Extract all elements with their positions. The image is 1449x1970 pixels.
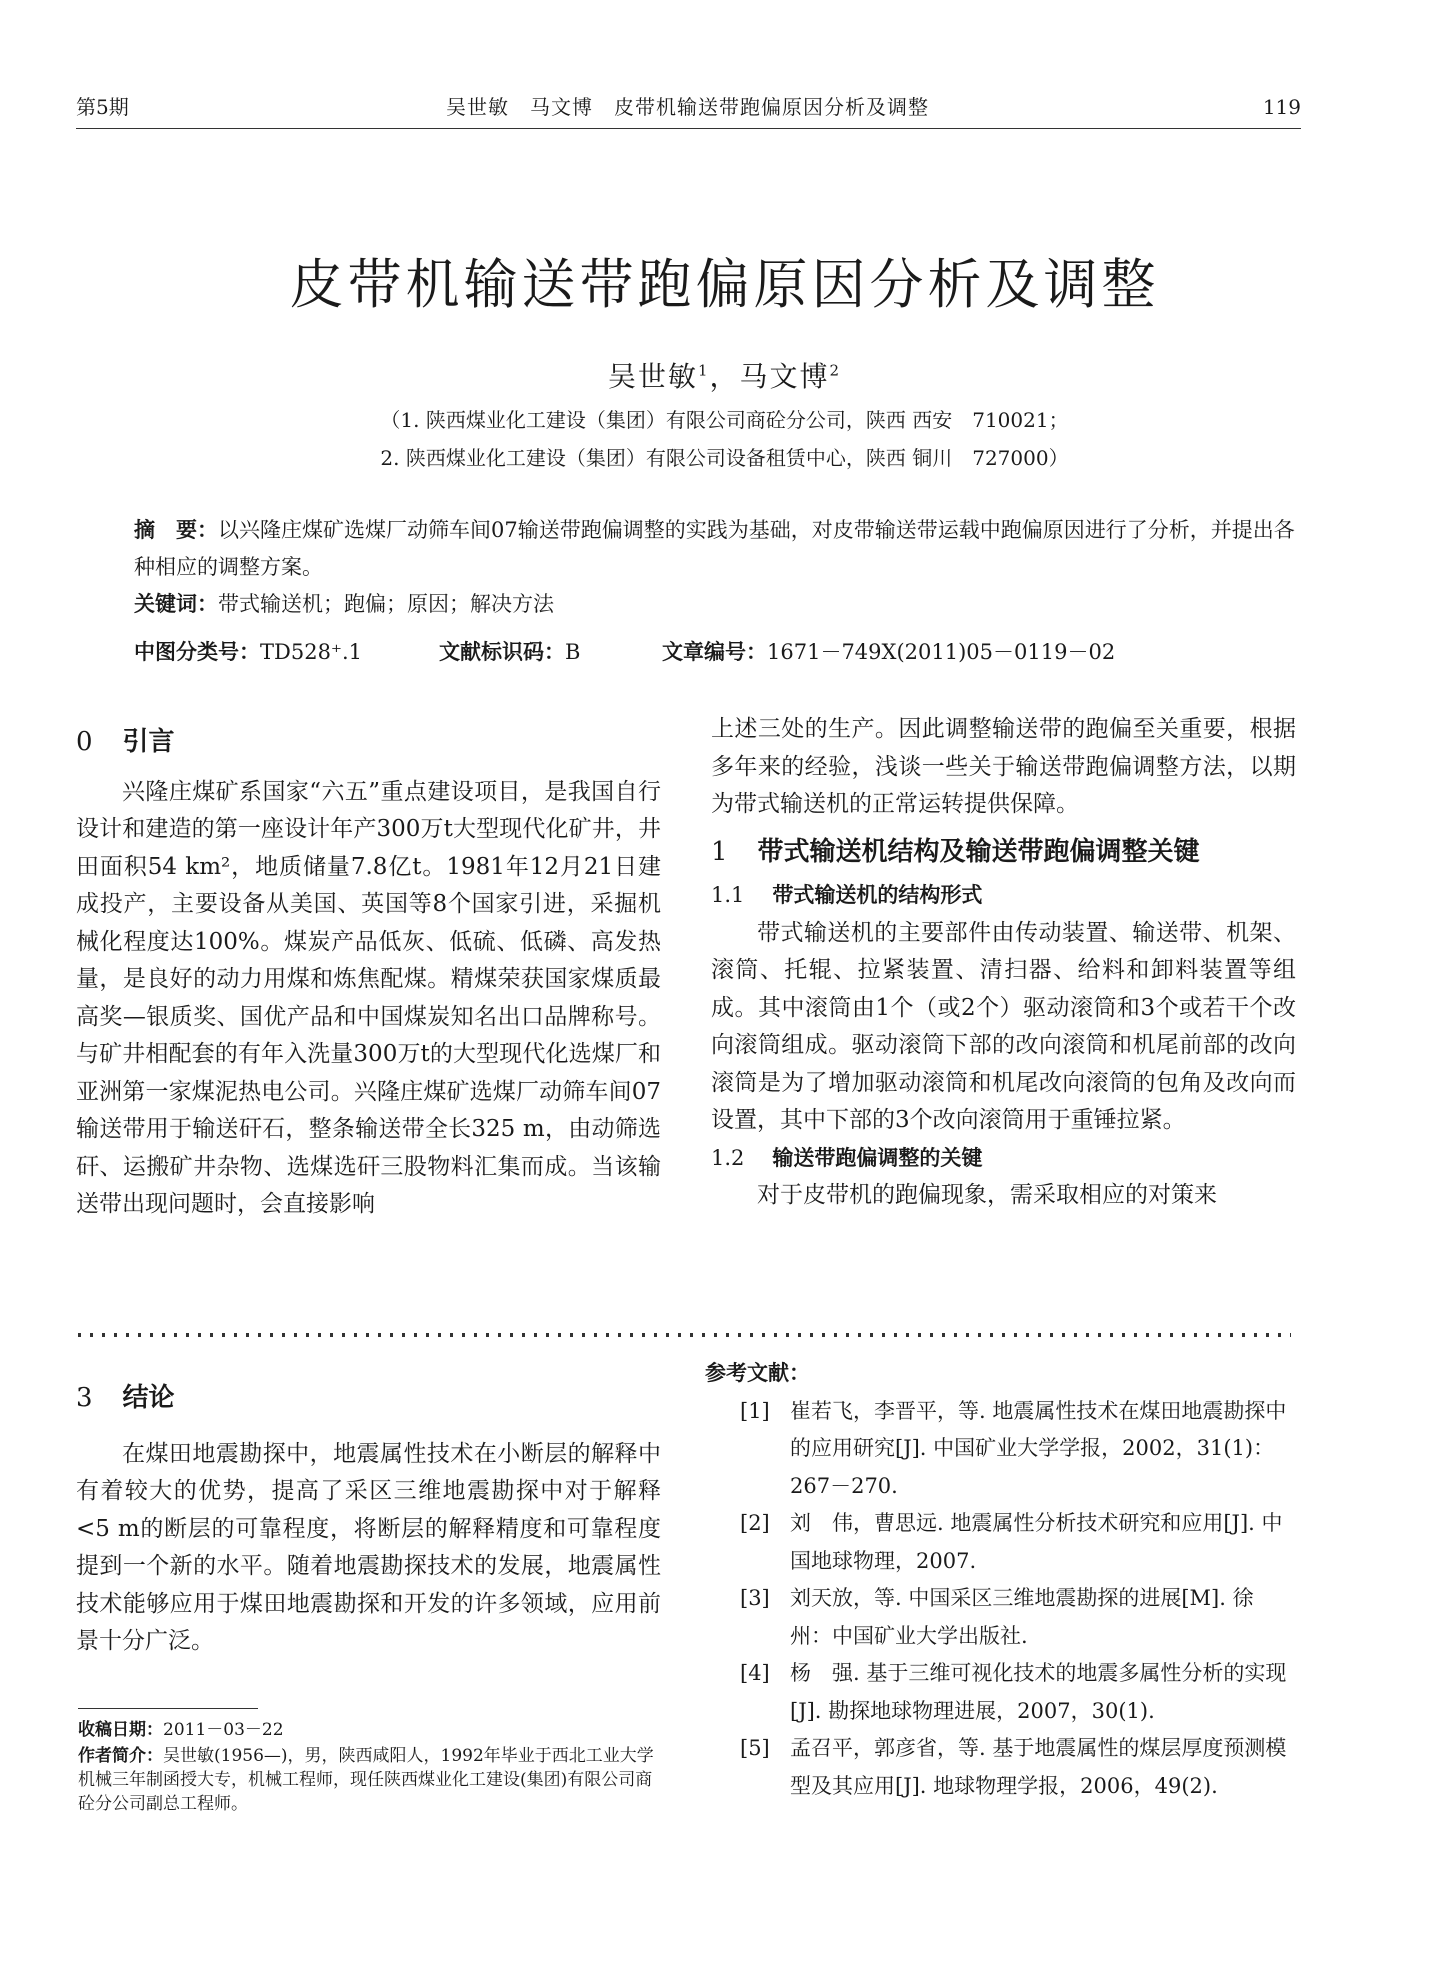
article-id-value: 1671－749X(2011)05－0119－02: [767, 640, 1116, 664]
reference-text: 刘 伟，曹思远. 地震属性分析技术研究和应用[J]. 中国地球物理，2007.: [790, 1511, 1283, 1573]
article-id-field: [662, 636, 1115, 666]
author-1-affil: 1: [697, 361, 710, 380]
authors: [0, 355, 1449, 395]
references-heading: 参考文献：: [705, 1361, 810, 1385]
intro-paragraph: 兴隆庄煤矿系国家“六五”重点建设项目，是我国自行设计和建造的第一座设计年产300万t大型现代化矿井，井田面积54 km²，地质储量7.8亿t。1981年12月21日建成投产，主要设备从美国、英国等8个国家引进，采掘机械化程度达100%。煤炭产品低灰、低硫、低磷、高发热量，是良好的动力用煤和炼焦配煤。精煤荣获国家煤质最高奖—银质奖、国优产品和中国煤炭知名出口品牌称号。与矿井相配套的有年入洗量300万t的大型现代化选煤厂和亚洲第一家煤泥热电公司。兴隆庄煤矿选煤厂动筛车间07输送带用于输送矸石，整条输送带全长325 m，由动筛选矸、运搬矿井杂物、选煤选矸三股物料汇集而成。当该输送带出现问题时，会直接影响: [76, 778, 661, 1217]
clc-value: TD528⁺.1: [260, 640, 363, 664]
received-value: 2011－03－22: [163, 1720, 284, 1740]
section-1-1-title: 带式输送机的结构形式: [772, 883, 983, 907]
reference-item: [710, 1655, 1295, 1730]
doc-code-label: 文献标识码：: [439, 640, 565, 664]
section-1-2-title: 输送带跑偏调整的关键: [772, 1145, 983, 1170]
reference-text: 杨 强. 基于三维可视化技术的地震多属性分析的实现[J]. 勘探地球物理进展，2007，30(1).: [790, 1661, 1287, 1723]
reference-item: [710, 1505, 1295, 1580]
section-1-title: 带式输送机结构及输送带跑偏调整关键: [757, 836, 1200, 867]
section-1-2-number: 1.2: [711, 1145, 745, 1170]
author-bio: [78, 1744, 668, 1816]
section-0-title: 引言: [122, 727, 175, 757]
left-column: [76, 724, 661, 1224]
abstract-block: [134, 512, 1314, 586]
clc-label: 中图分类号：: [134, 640, 260, 664]
bio-text: 吴世敏(1956—)，男，陕西咸阳人，1992年毕业于西北工业大学机械三年制函授大专，机械工程师，现任陕西煤业化工建设(集团)有限公司商砼分公司副总工程师。: [78, 1746, 654, 1814]
adjustment-paragraph: 对于皮带机的跑偏现象，需采取相应的对策来: [757, 1182, 1217, 1208]
affiliation-2: 2. 陕西煤业化工建设（集团）有限公司设备租赁中心，陕西 铜川 727000）: [380, 446, 1069, 470]
conclusion-paragraph: 在煤田地震勘探中，地震属性技术在小断层的解释中有着较大的优势，提高了采区三维地震勘探中对于解释<5 m的断层的可靠程度，将断层的解释精度和可靠程度提到一个新的水平。随着地震勘探技术的发展，地震属性技术能够应用于煤田地震勘探和开发的许多领域，应用前景十分广泛。: [76, 1440, 661, 1654]
section-1-2-heading: [711, 1140, 1296, 1178]
footnote: [78, 1718, 668, 1818]
affiliation-1: （1. 陕西煤业化工建设（集团）有限公司商砼分公司，陕西 西安 710021；: [380, 408, 1069, 432]
section-3-number: 3: [76, 1383, 93, 1413]
reference-item: [710, 1580, 1295, 1655]
structure-paragraph: 带式输送机的主要部件由传动装置、输送带、机架、滚筒、托辊、拉紧装置、清扫器、给料和卸料装置等组成。其中滚筒由1个（或2个）驱动滚筒和3个或若干个改向滚筒组成。驱动滚筒下部的改向滚筒和机尾前部的改向滚筒是为了增加驱动滚筒和机尾改向滚筒的包角及改向而设置，其中下部的3个改向滚筒用于重锤拉紧。: [711, 919, 1296, 1133]
article-title: 皮带机输送带跑偏原因分析及调整: [289, 253, 1160, 316]
continuation-paragraph: 上述三处的生产。因此调整输送带的跑偏至关重要，根据多年来的经验，浅谈一些关于输送带跑偏调整方法，以期为带式输送机的正常运转提供保障。: [711, 716, 1296, 817]
running-head: [76, 92, 1301, 128]
doc-code-value: B: [565, 640, 581, 664]
reference-number: [5]: [740, 1736, 770, 1760]
section-1-1-number: 1.1: [711, 883, 745, 907]
footnote-rule: [78, 1708, 258, 1709]
section-1-1-heading: [711, 877, 1296, 915]
reference-number: [4]: [740, 1661, 770, 1685]
doc-code-field: [439, 636, 580, 666]
abstract: [134, 512, 1314, 623]
keywords-label: 关键词：: [134, 592, 218, 616]
author-2-affil: 2: [829, 361, 842, 380]
bio-label: 作者简介：: [78, 1746, 163, 1766]
article-id-label: 文章编号：: [662, 640, 767, 664]
section-3-heading: [76, 1380, 661, 1418]
article-divider: [78, 1333, 1291, 1337]
reference-number: [3]: [740, 1586, 770, 1610]
section-0-number: 0: [76, 727, 93, 757]
lower-left-column: [76, 1380, 661, 1661]
reference-item: [710, 1730, 1295, 1805]
running-head-title: 吴世敏 马文博 皮带机输送带跑偏原因分析及调整: [446, 95, 929, 119]
clc-field: [134, 636, 362, 666]
abstract-text: 以兴隆庄煤矿选煤厂动筛车间07输送带跑偏调整的实践为基础，对皮带输送带运载中跑偏原因进行了分析，并提出各种相应的调整方案。: [134, 518, 1295, 579]
section-0-heading: [76, 724, 661, 762]
reference-text: 刘天放，等. 中国采区三维地震勘探的进展[M]. 徐州：中国矿业大学出版社.: [790, 1586, 1254, 1648]
keywords-text: 带式输送机；跑偏；原因；解决方法: [218, 592, 554, 616]
author-1: 吴世敏: [607, 360, 698, 393]
reference-number: [2]: [740, 1511, 770, 1535]
reference-text: 崔若飞，李晋平，等. 地震属性技术在煤田地震勘探中的应用研究[J]. 中国矿业大学学报，2002，31(1)：267－270.: [790, 1398, 1287, 1498]
reference-text: 孟召平，郭彦省，等. 基于地震属性的煤层厚度预测模型及其应用[J]. 地球物理学报，2006，49(2).: [790, 1736, 1287, 1798]
section-3-title: 结论: [122, 1383, 175, 1413]
section-1-heading: [711, 834, 1296, 872]
issue-number: 第5期: [76, 95, 129, 119]
abstract-label: 摘 要：: [134, 518, 218, 542]
received-label: 收稿日期：: [78, 1720, 163, 1740]
author-separator: ，: [709, 360, 740, 393]
references: [705, 1355, 1295, 1805]
header-rule: [76, 128, 1301, 129]
right-column: [711, 711, 1296, 1215]
keywords-block: [134, 586, 1314, 623]
page-number: 119: [1262, 95, 1301, 119]
reference-item: [710, 1393, 1295, 1506]
section-1-number: 1: [711, 836, 728, 867]
author-2: 马文博: [739, 360, 830, 393]
received-date: [78, 1718, 668, 1742]
reference-number: [1]: [740, 1398, 770, 1423]
